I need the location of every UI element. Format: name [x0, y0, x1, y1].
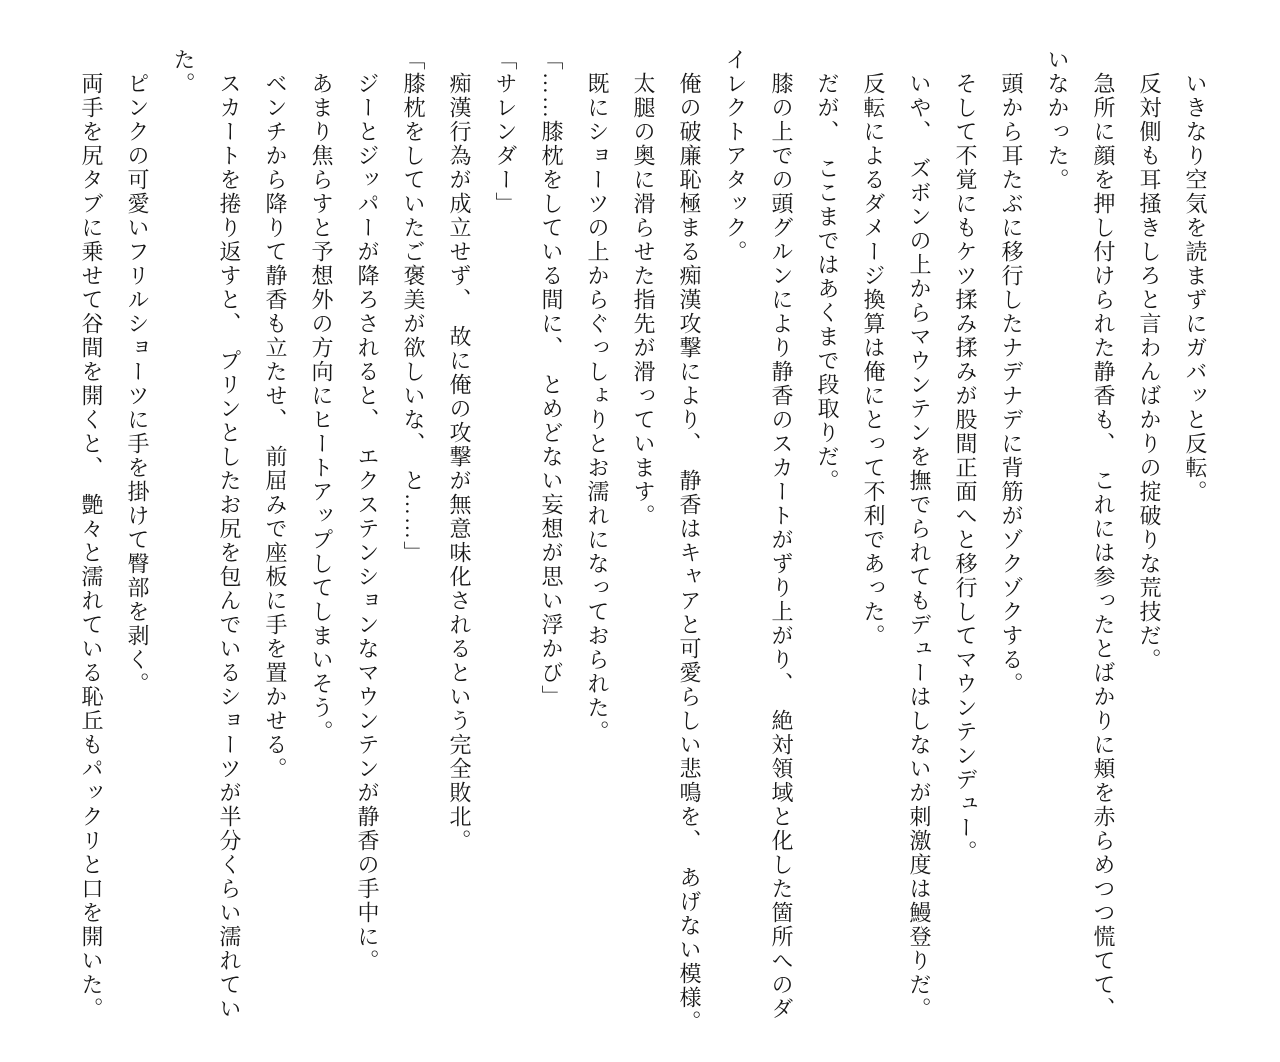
text-line: だが、 ここまではあくまで段取りだ。 [815, 48, 840, 493]
text-line: ピンクの可愛いフリルショーツに手を掛けて臀部を剥く。 [125, 48, 150, 696]
text-line: た。 [171, 48, 196, 96]
text-line: 両手を尻タブに乗せて谷間を開くと、 艶々と濡れている恥丘もパックリと口を開いた。 [79, 48, 104, 1021]
text-line: そして不覚にもケツ揉み揉みが股間正面へと移行してマウンテンデュー。 [953, 48, 978, 864]
text-line: 反転によるダメージ換算は俺にとって不利であった。 [861, 48, 886, 648]
text-line: ベンチから降りて静香も立たせ、 前屈みで座板に手を置かせる。 [263, 48, 288, 781]
text-line: 「……膝枕をしている間に、 とめどない妄想が思い浮かび」 [539, 48, 564, 709]
text-line: 膝の上での頭グルンにより静香のスカートがずり上がり、 絶対領域と化した箇所へのダ [769, 48, 794, 1021]
text-line: スカートを捲り返すと、 プリンとしたお尻を包んでいるショーツが半分くらい濡れてい [217, 48, 242, 1021]
text-line: 頭から耳たぶに移行したナデナデに背筋がゾクゾクする。 [999, 48, 1024, 696]
text-line: いなかった。 [1045, 48, 1070, 192]
text-line: いきなり空気を読まずにガバッと反転。 [1183, 48, 1208, 504]
text-line: 既にショーツの上からぐっしょりとお濡れになっておられた。 [585, 48, 610, 744]
text-line: 太腿の奥に滑らせた指先が滑っています。 [631, 48, 656, 528]
text-line: ジーとジッパーが降ろされると、 エクステンションなマウンテンが静香の手中に。 [355, 48, 380, 973]
text-line: あまり焦らすと予想外の方向にヒートアップしてしまいそう。 [309, 48, 334, 744]
text-line: 痴漢行為が成立せず、 故に俺の攻撃が無意味化されるという完全敗北。 [447, 48, 472, 853]
text-line: 「サレンダー」 [493, 48, 518, 216]
text-line: イレクトアタック。 [723, 48, 748, 264]
text-line: 急所に顔を押し付けられた静香も、 これには参ったとばかりに頬を赤らめつつ慌てて、 [1091, 48, 1116, 1021]
text-line: 反対側も耳掻きしろと言わんばかりの掟破りな荒技だ。 [1137, 48, 1162, 672]
text-line: いや、 ズボンの上からマウンテンを撫でられてもデューはしないが刺激度は鰻登りだ。 [907, 48, 932, 1021]
text-line: 俺の破廉恥極まる痴漢攻撃により、 静香はキャアと可愛らしい悲鳴を、 あげない模様。 [677, 48, 702, 1034]
text-line: 「膝枕をしていたご褒美が欲しいな、 と……」 [401, 48, 426, 565]
